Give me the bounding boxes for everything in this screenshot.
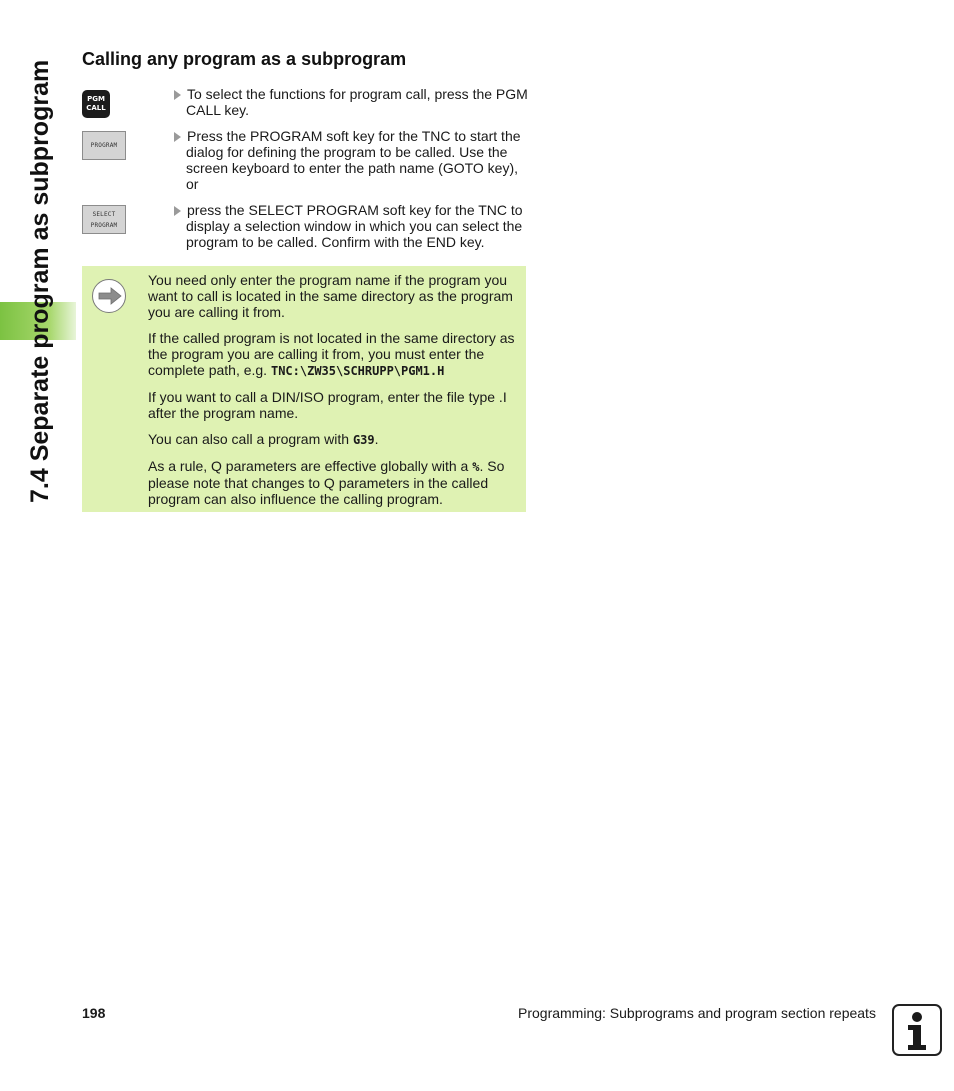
pgm-call-key-line2: CALL (86, 104, 106, 112)
step-text: Press the PROGRAM soft key for the TNC to start the dialog for defining the program to be called. Use the screen keyboard to enter the path name (GOTO key), or (186, 128, 521, 192)
step-pgm-call (172, 86, 528, 118)
note-paragraph-q-params (148, 458, 518, 507)
select-program-key-line1: SELECT (92, 210, 116, 218)
footer-chapter-name: Programming: Subprograms and program section repeats (518, 1005, 876, 1021)
note-paragraph: If you want to call a DIN/ISO program, enter the file type .I after the program name. (148, 389, 507, 421)
select-program-soft-key (82, 205, 126, 234)
note-text: . (374, 431, 379, 447)
select-program-key-line2: PROGRAM (90, 221, 118, 229)
note-text: If the called program is not located in the same directory as the program you are calling it from, you must enter the complete path, e.g. (148, 330, 515, 378)
step-arrow-icon (174, 206, 181, 216)
pgm-call-key (82, 90, 110, 118)
info-icon (892, 1004, 942, 1056)
note-paragraph: You need only enter the program name if the program you want to call is located in the same directory as the program you are calling it from. (148, 272, 513, 320)
note-text: You can also call a program with (148, 431, 353, 447)
step-program-soft-key (172, 128, 528, 192)
step-select-program (172, 202, 528, 250)
page-number: 198 (82, 1005, 106, 1021)
g39-code: G39 (352, 433, 375, 447)
step-arrow-icon (174, 132, 181, 142)
note-body (148, 272, 518, 517)
chapter-side-title: 7.4 Separate program as subprogram (26, 59, 54, 503)
note-text: As a rule, Q parameters are effective globally with a (148, 458, 473, 474)
arrow-right-icon (92, 279, 126, 313)
section-heading: Calling any program as a subprogram (82, 49, 407, 69)
note-box (82, 266, 526, 512)
note-paragraph-path (148, 330, 518, 379)
note-text: . So please note that changes to Q parameters in the called program can also influence the calling program. (148, 458, 505, 507)
path-example: TNC:\ZW35\SCHRUPP\PGM1.H (270, 364, 445, 378)
program-soft-key-label: PROGRAM (90, 142, 118, 149)
step-arrow-icon (174, 90, 181, 100)
percent-code: % (472, 460, 480, 474)
pgm-call-key-line1: PGM (87, 95, 105, 103)
step-text: press the SELECT PROGRAM soft key for the TNC to display a selection window in which you can select the program to be called. Confirm with the END key. (186, 202, 523, 250)
note-paragraph-g39 (148, 431, 518, 448)
program-soft-key (82, 131, 126, 160)
step-text: To select the functions for program call, press the PGM CALL key. (186, 86, 528, 118)
